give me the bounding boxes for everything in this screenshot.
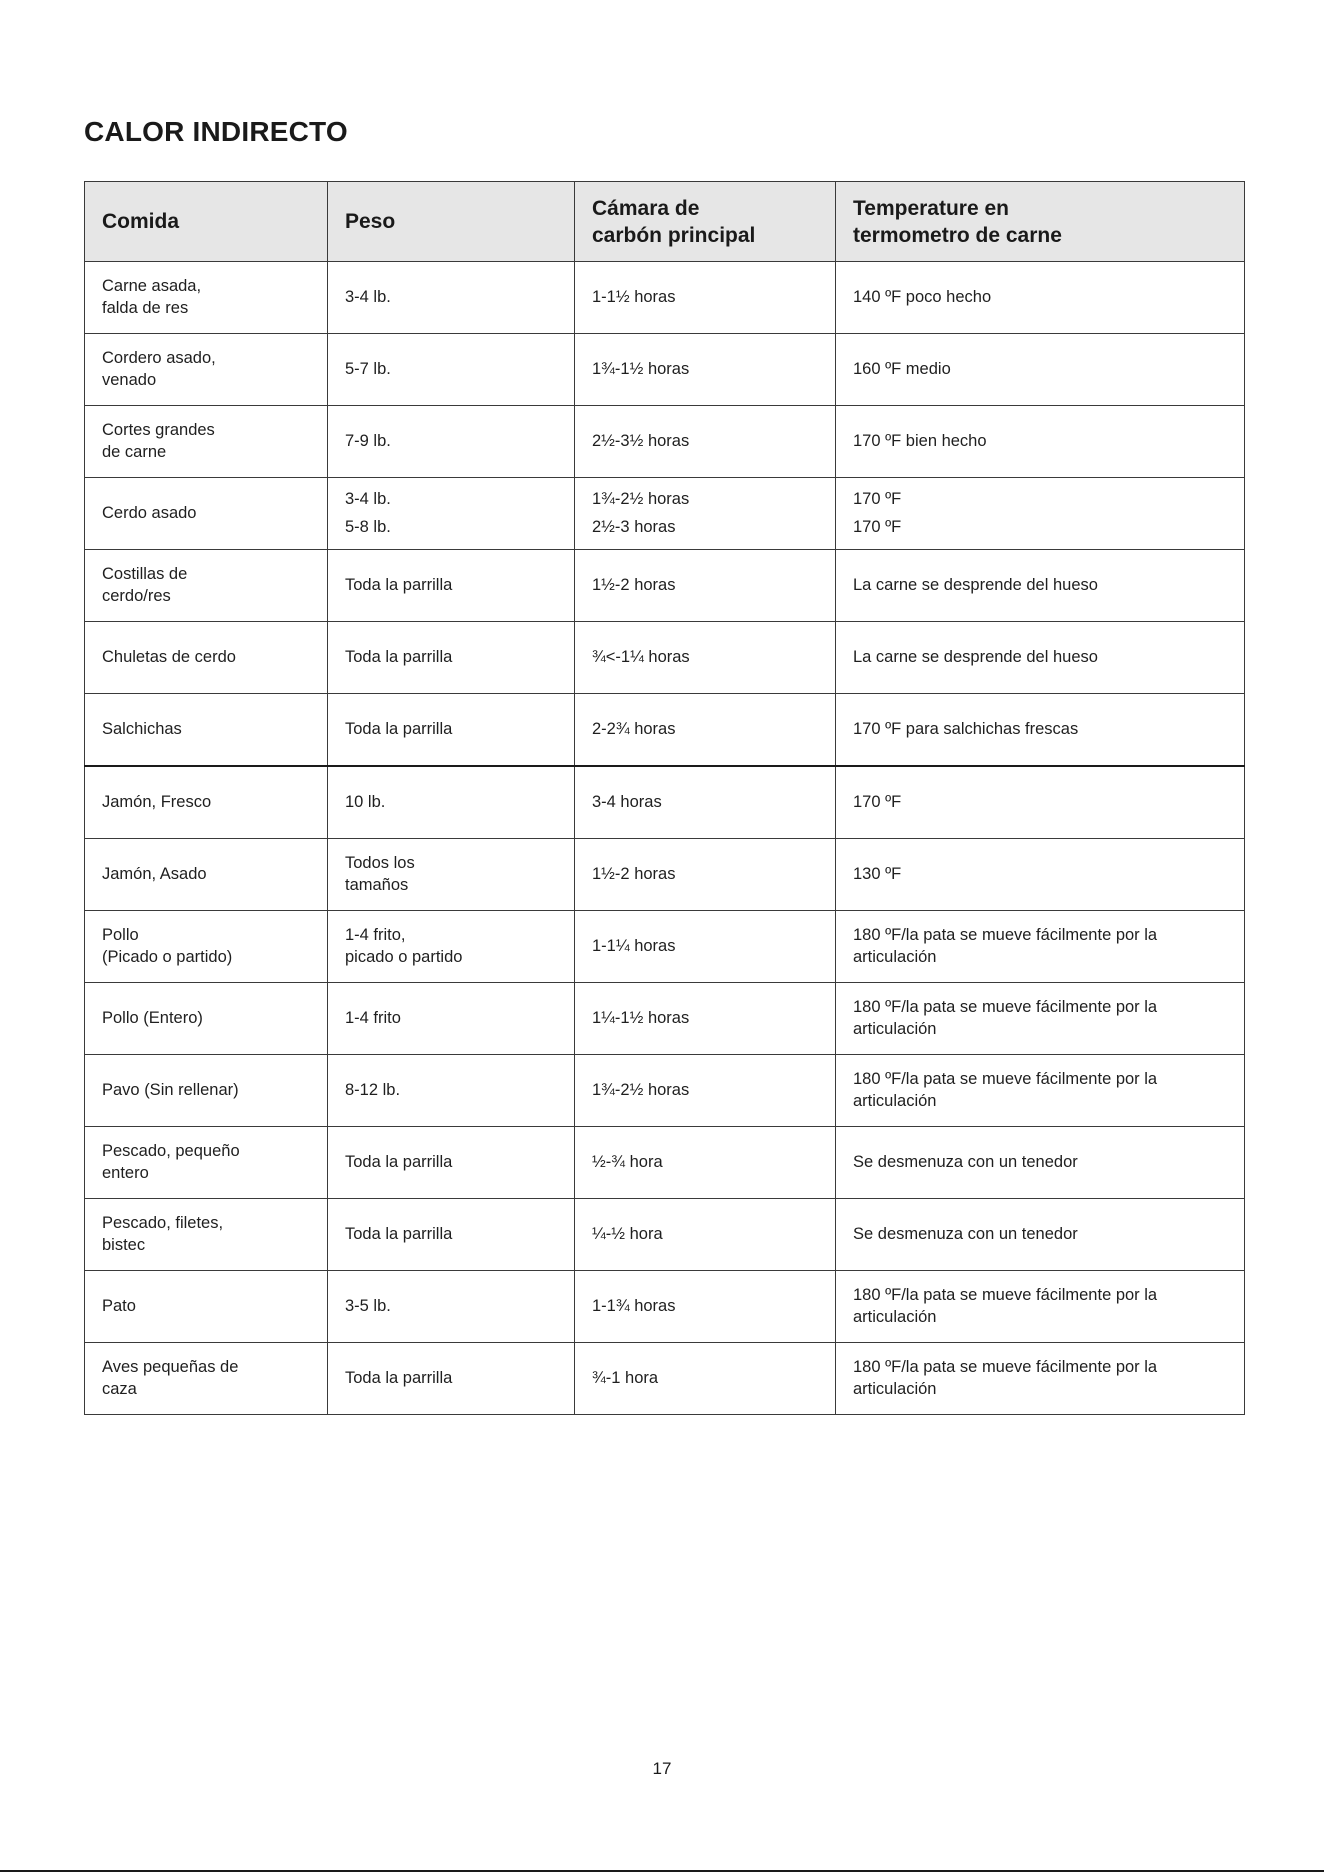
cell-tiempo — [575, 1199, 836, 1271]
cell-line: 170 ºF — [853, 792, 902, 811]
cell-line: 5-7 lb. — [345, 359, 391, 378]
cell-line: 1-1½ horas — [592, 287, 676, 306]
cell-line: Se desmenuza con un tenedor — [853, 1152, 1078, 1171]
table-row — [85, 406, 1245, 478]
cell-tiempo — [575, 911, 836, 983]
cell-line: 1¾-2½ horas — [592, 1080, 690, 1099]
cell-line: 180 ºF/la pata se mueve fácilmente por la — [853, 1070, 1158, 1088]
table-row — [85, 839, 1245, 911]
cell-comida — [85, 1055, 328, 1127]
cell-line: Toda la parrilla — [345, 719, 453, 738]
cell-temperatura — [836, 983, 1245, 1055]
cell-tiempo — [575, 694, 836, 767]
cell-line: ¼-½ hora — [592, 1224, 663, 1243]
cell-line: Pollo — [102, 926, 139, 944]
cell-line: 130 ºF — [853, 864, 902, 883]
table-row — [85, 622, 1245, 694]
cell-line: 1½-2 horas — [592, 575, 676, 594]
header-line: termometro de carne — [853, 223, 1062, 247]
table-row — [85, 1127, 1245, 1199]
cell-comida — [85, 766, 328, 839]
cell-comida — [85, 1271, 328, 1343]
cell-line: Pescado, filetes, — [102, 1214, 224, 1232]
cell-line: 1-1¾ horas — [592, 1296, 676, 1315]
cell-comida — [85, 1199, 328, 1271]
cell-temperatura — [836, 766, 1245, 839]
cell-comida — [85, 694, 328, 767]
cell-line: de carne — [102, 442, 167, 461]
cell-temperatura — [836, 1343, 1245, 1415]
cell-line: 180 ºF/la pata se mueve fácilmente por la — [853, 1286, 1158, 1304]
header-temperatura — [836, 182, 1245, 262]
cell-tiempo — [575, 550, 836, 622]
cell-line: ¾-1 hora — [592, 1368, 659, 1387]
cell-temperatura — [836, 478, 1245, 550]
cell-comida — [85, 262, 328, 334]
cell-comida — [85, 622, 328, 694]
cell-line: 180 ºF/la pata se mueve fácilmente por la — [853, 998, 1158, 1016]
cell-peso — [328, 1343, 575, 1415]
cell-tiempo — [575, 262, 836, 334]
cell-line: 2-2¾ horas — [592, 719, 676, 738]
cell-comida — [85, 478, 328, 550]
table-row — [85, 550, 1245, 622]
header-line: carbón principal — [592, 223, 756, 247]
cell-tiempo — [575, 334, 836, 406]
cell-line: 10 lb. — [345, 792, 386, 811]
cell-temperatura — [836, 911, 1245, 983]
cell-tiempo — [575, 1343, 836, 1415]
cell-line: 170 ºF para salchichas frescas — [853, 719, 1079, 738]
cell-line: La carne se desprende del hueso — [853, 647, 1098, 666]
cell-line: Toda la parrilla — [345, 1224, 453, 1243]
table-row — [85, 334, 1245, 406]
cell-line: 1-4 frito — [345, 1008, 401, 1027]
table-row — [85, 983, 1245, 1055]
cell-line: Pollo (Entero) — [102, 1008, 203, 1027]
cell-tiempo — [575, 478, 836, 550]
cell-line: Todos los — [345, 854, 415, 872]
cell-temperatura — [836, 1271, 1245, 1343]
page-number: 17 — [652, 1759, 672, 1778]
cell-peso — [328, 334, 575, 406]
cell-line: 2½-3½ horas — [592, 431, 690, 450]
cell-line: 5-8 lb. — [345, 517, 391, 536]
cell-line: articulación — [853, 1307, 937, 1326]
cell-line: falda de res — [102, 298, 189, 317]
cell-line: Se desmenuza con un tenedor — [853, 1224, 1078, 1243]
cell-peso — [328, 1127, 575, 1199]
cell-line: 1¾-2½ horas — [592, 490, 690, 508]
cell-temperatura — [836, 550, 1245, 622]
cell-peso — [328, 694, 575, 767]
cell-line: tamaños — [345, 875, 409, 894]
cell-line: ¾<-1¼ horas — [592, 647, 690, 666]
cell-line: 170 ºF — [853, 490, 902, 508]
cell-line: articulación — [853, 1091, 937, 1110]
cell-line: Jamón, Asado — [102, 864, 207, 883]
table-row — [85, 1199, 1245, 1271]
header-line: Peso — [345, 210, 396, 233]
cell-line: venado — [102, 370, 157, 389]
cell-peso — [328, 766, 575, 839]
cell-tiempo — [575, 766, 836, 839]
cell-line: 170 ºF bien hecho — [853, 431, 987, 450]
cell-line: Chuletas de cerdo — [102, 647, 236, 666]
cell-line: articulación — [853, 1379, 937, 1398]
header-camara — [575, 182, 836, 262]
cell-line: 160 ºF medio — [853, 359, 951, 378]
header-comida — [85, 182, 328, 262]
cell-temperatura — [836, 334, 1245, 406]
cell-line: caza — [102, 1379, 137, 1398]
cell-line: 1½-2 horas — [592, 864, 676, 883]
page-title: CALOR INDIRECTO — [84, 116, 348, 147]
cell-peso — [328, 550, 575, 622]
cell-temperatura — [836, 262, 1245, 334]
cell-temperatura — [836, 406, 1245, 478]
cell-line: 3-4 lb. — [345, 287, 391, 306]
header-line: Cámara de — [592, 196, 700, 220]
cell-line: Salchichas — [102, 719, 182, 738]
cell-comida — [85, 334, 328, 406]
cell-line: picado o partido — [345, 947, 463, 966]
cell-line: entero — [102, 1163, 149, 1182]
cell-temperatura — [836, 622, 1245, 694]
cell-line: 1¾-1½ horas — [592, 359, 690, 378]
cell-peso — [328, 839, 575, 911]
cell-peso — [328, 406, 575, 478]
cell-comida — [85, 1343, 328, 1415]
table-row — [85, 766, 1245, 839]
cell-line: bistec — [102, 1235, 146, 1254]
cell-temperatura — [836, 694, 1245, 767]
table-row — [85, 1055, 1245, 1127]
cell-comida — [85, 983, 328, 1055]
cell-comida — [85, 550, 328, 622]
table-row — [85, 262, 1245, 334]
cell-temperatura — [836, 1127, 1245, 1199]
cell-peso — [328, 1055, 575, 1127]
cell-peso — [328, 1199, 575, 1271]
cell-peso — [328, 262, 575, 334]
cell-line: ½-¾ hora — [592, 1152, 663, 1171]
cell-line: Carne asada, — [102, 277, 202, 295]
cell-comida — [85, 1127, 328, 1199]
cell-line: 8-12 lb. — [345, 1080, 401, 1099]
cell-line: cerdo/res — [102, 586, 171, 605]
cell-line: 180 ºF/la pata se mueve fácilmente por la — [853, 926, 1158, 944]
cell-line: Pescado, pequeño — [102, 1142, 240, 1160]
cell-line: articulación — [853, 947, 937, 966]
table-row — [85, 478, 1245, 550]
cell-line: Cerdo asado — [102, 503, 197, 522]
cell-line: 2½-3 horas — [592, 517, 676, 536]
cell-line: La carne se desprende del hueso — [853, 575, 1098, 594]
cell-line: 180 ºF/la pata se mueve fácilmente por la — [853, 1358, 1158, 1376]
cell-line: 170 ºF — [853, 517, 902, 536]
header-peso — [328, 182, 575, 262]
cell-line: Pavo (Sin rellenar) — [102, 1080, 239, 1099]
cell-comida — [85, 839, 328, 911]
cell-peso — [328, 983, 575, 1055]
table-row — [85, 1343, 1245, 1415]
cell-line: articulación — [853, 1019, 937, 1038]
cell-line: 1-4 frito, — [345, 926, 406, 944]
cell-tiempo — [575, 622, 836, 694]
cell-comida — [85, 406, 328, 478]
cell-peso — [328, 622, 575, 694]
cell-peso — [328, 911, 575, 983]
cell-comida — [85, 911, 328, 983]
cell-tiempo — [575, 1055, 836, 1127]
cell-line: 3-4 lb. — [345, 490, 391, 508]
cell-peso — [328, 1271, 575, 1343]
cell-line: Costillas de — [102, 565, 188, 583]
cell-temperatura — [836, 1055, 1245, 1127]
cell-temperatura — [836, 839, 1245, 911]
table-row — [85, 911, 1245, 983]
cell-line: Toda la parrilla — [345, 1368, 453, 1387]
cell-tiempo — [575, 1271, 836, 1343]
table-row — [85, 694, 1245, 767]
table-header — [85, 182, 1245, 262]
cell-line: 1¼-1½ horas — [592, 1008, 690, 1027]
cell-line: Jamón, Fresco — [102, 792, 212, 811]
cell-tiempo — [575, 1127, 836, 1199]
cell-tiempo — [575, 983, 836, 1055]
cell-peso — [328, 478, 575, 550]
header-row — [85, 182, 1245, 262]
table-body — [85, 262, 1245, 1415]
cell-line: Toda la parrilla — [345, 647, 453, 666]
cell-line: 3-5 lb. — [345, 1296, 391, 1315]
cell-line: Cordero asado, — [102, 349, 216, 367]
cell-tiempo — [575, 839, 836, 911]
cell-line: (Picado o partido) — [102, 947, 233, 966]
cell-line: Toda la parrilla — [345, 1152, 453, 1171]
table-row — [85, 1271, 1245, 1343]
cell-line: 140 ºF poco hecho — [853, 287, 992, 306]
header-line: Comida — [102, 210, 180, 233]
cell-line: Cortes grandes — [102, 421, 215, 439]
cell-tiempo — [575, 406, 836, 478]
cell-line: 3-4 horas — [592, 792, 662, 811]
indirect-heat-table — [84, 181, 1245, 1415]
cell-line: Pato — [102, 1296, 136, 1315]
cell-temperatura — [836, 1199, 1245, 1271]
cell-line: Toda la parrilla — [345, 575, 453, 594]
cell-line: 7-9 lb. — [345, 431, 391, 450]
header-line: Temperature en — [853, 196, 1009, 220]
cell-line: Aves pequeñas de — [102, 1358, 239, 1376]
cell-line: 1-1¼ horas — [592, 936, 676, 955]
